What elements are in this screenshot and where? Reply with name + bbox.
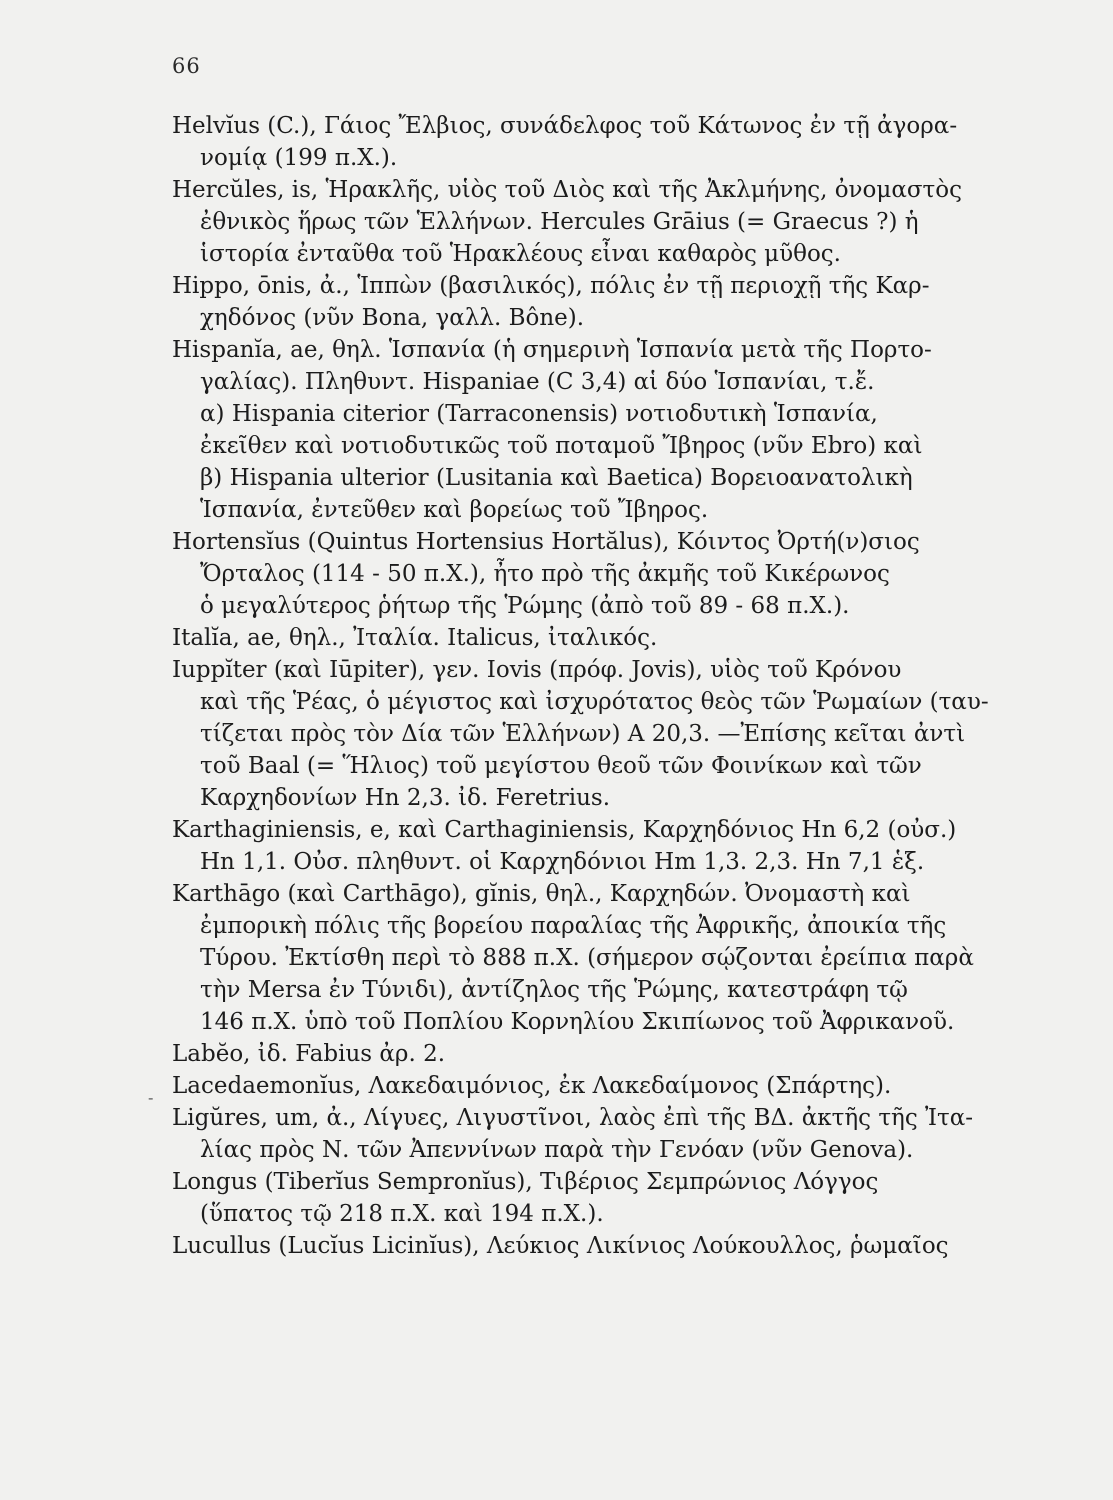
entry-headword-line: Longus (Tiberĭus Sempronĭus), Τιβέριος Σεμπρώνιος Λόγγος — [172, 1169, 879, 1195]
entry-headword-line: Hippo, ōnis, ἀ., Ἱππὼν (βασιλικός), πόλις ἐν τῇ περιοχῇ τῆς Καρ- — [172, 273, 930, 299]
entry-continuation-line: (ὕπατος τῷ 218 π.Χ. καὶ 194 π.Χ.). — [200, 1201, 604, 1227]
entry-headword-line: Karthaginiensis, e, καὶ Carthaginiensis, Καρχηδόνιος Hn 6,2 (οὐσ.) — [172, 817, 957, 843]
entry-headword-line: Lacedaemonĭus, Λακεδαιμόνιος, ἐκ Λακεδαίμονος (Σπάρτης). — [172, 1073, 892, 1099]
entry-continuation-line: τοῦ Baal (= Ἥλιος) τοῦ μεγίστου θεοῦ τῶν Φοινίκων καὶ τῶν — [200, 753, 922, 779]
entry-headword-line: Labĕo, ἰδ. Fabius ἀρ. 2. — [172, 1041, 446, 1067]
entry-continuation-line: Ἱσπανία, ἐντεῦθεν καὶ βορείως τοῦ Ἴβηρος. — [200, 497, 709, 523]
entry-continuation-line: τὴν Mersa ἐν Τύνιδι), ἀντίζηλος τῆς Ῥώμης, κατεστράφη τῷ — [200, 977, 908, 1003]
entry-headword-line: Hortensĭus (Quintus Hortensius Hortălus), Κόιντος Ὀρτή(ν)σιος — [172, 529, 920, 555]
entry-continuation-line: ἐμπορικὴ πόλις τῆς βορείου παραλίας τῆς Ἀφρικῆς, ἀποικία τῆς — [200, 913, 947, 939]
entry-headword-line: Ligŭres, um, ἀ., Λίγυες, Λιγυστῖνοι, λαὸς ἐπὶ τῆς ΒΔ. ἀκτῆς τῆς Ἰτα- — [172, 1105, 974, 1131]
entry-continuation-line: ἐκεῖθεν καὶ νοτιοδυτικῶς τοῦ ποταμοῦ Ἴβηρος (νῦν Ebro) καὶ — [200, 433, 923, 459]
entry-headword-line: Hercŭles, is, Ἡρακλῆς, υἱὸς τοῦ Διὸς καὶ τῆς Ἀκλμήνης, ὀνομαστὸς — [172, 177, 963, 203]
page-number: 66 — [172, 54, 201, 78]
entry-continuation-line: Καρχηδονίων Hn 2,3. ἰδ. Feretrius. — [200, 785, 611, 811]
glossary-entries — [172, 110, 1077, 1262]
entry-continuation-line: ἐθνικὸς ἥρως τῶν Ἑλλήνων. Hercules Grāius (= Graecus ?) ἡ — [200, 209, 919, 235]
entry-continuation-line: λίας πρὸς Ν. τῶν Ἀπεννίνων παρὰ τὴν Γενόαν (νῦν Genova). — [200, 1137, 914, 1163]
entry-continuation-line: Hn 1,1. Οὐσ. πληθυντ. οἱ Καρχηδόνιοι Hm 1,3. 2,3. Hn 7,1 ἑξ. — [200, 849, 925, 875]
entry-continuation-line: γαλίας). Πληθυντ. Hispaniae (C 3,4) αἱ δύο Ἱσπανίαι, τ.ἔ. — [200, 369, 875, 395]
entry-headword-line: Helvĭus (C.), Γάιος Ἔλβιος, συνάδελφος τοῦ Κάτωνος ἐν τῇ ἀγορα- — [172, 113, 958, 139]
entry-continuation-line: ὁ μεγαλύτερος ῥήτωρ τῆς Ῥώμης (ἀπὸ τοῦ 89 - 68 π.Χ.). — [200, 593, 850, 619]
entry-continuation-line: α) Hispania citerior (Tarraconensis) νοτιοδυτικὴ Ἱσπανία, — [200, 401, 878, 427]
entry-continuation-line: ἱστορία ἐνταῦθα τοῦ Ἡρακλέους εἶναι καθαρὸς μῦθος. — [200, 241, 841, 267]
entry-continuation-line: Ὄρταλος (114 - 50 π.Χ.), ἦτο πρὸ τῆς ἀκμῆς τοῦ Κικέρωνος — [200, 561, 890, 587]
entry-headword-line: Karthāgo (καὶ Carthāgo), gĭnis, θηλ., Καρχηδών. Ὀνομαστὴ καὶ — [172, 881, 911, 907]
entry-headword-line: Hispanĭa, ae, θηλ. Ἱσπανία (ἡ σημερινὴ Ἱσπανία μετὰ τῆς Πορτο- — [172, 337, 932, 363]
entry-continuation-line: τίζεται πρὸς τὸν Δία τῶν Ἑλλήνων) A 20,3. —Ἐπίσης κεῖται ἀντὶ — [200, 721, 966, 747]
entry-continuation-line: χηδόνος (νῦν Bona, γαλλ. Bône). — [200, 305, 585, 331]
entry-headword-line: Italĭa, ae, θηλ., Ἰταλία. Italicus, ἰταλικός. — [172, 625, 658, 651]
entry-continuation-line: 146 π.Χ. ὑπὸ τοῦ Ποπλίου Κορνηλίου Σκιπίωνος τοῦ Ἀφρικανοῦ. — [200, 1009, 955, 1035]
entry-continuation-line: Τύρου. Ἐκτίσθη περὶ τὸ 888 π.Χ. (σήμερον σῴζονται ἐρείπια παρὰ — [200, 945, 974, 971]
entry-headword-line: Lucullus (Lucĭus Licinĭus), Λεύκιος Λικίνιος Λούκουλλος, ῥωμαῖος — [172, 1233, 949, 1259]
entry-continuation-line: β) Hispania ulterior (Lusitania καὶ Baetica) Βορειοανατολικὴ — [200, 465, 913, 491]
entry-continuation-line: νομίᾳ (199 π.Χ.). — [200, 145, 398, 171]
margin-mark: ‐ — [148, 1088, 154, 1107]
entry-continuation-line: καὶ τῆς Ῥέας, ὁ μέγιστος καὶ ἰσχυρότατος θεὸς τῶν Ῥωμαίων (ταυ- — [200, 689, 989, 715]
entry-headword-line: Iuppĭter (καὶ Iūpiter), γεν. Iovis (πρόφ. Jovis), υἱὸς τοῦ Κρόνου — [172, 657, 902, 683]
